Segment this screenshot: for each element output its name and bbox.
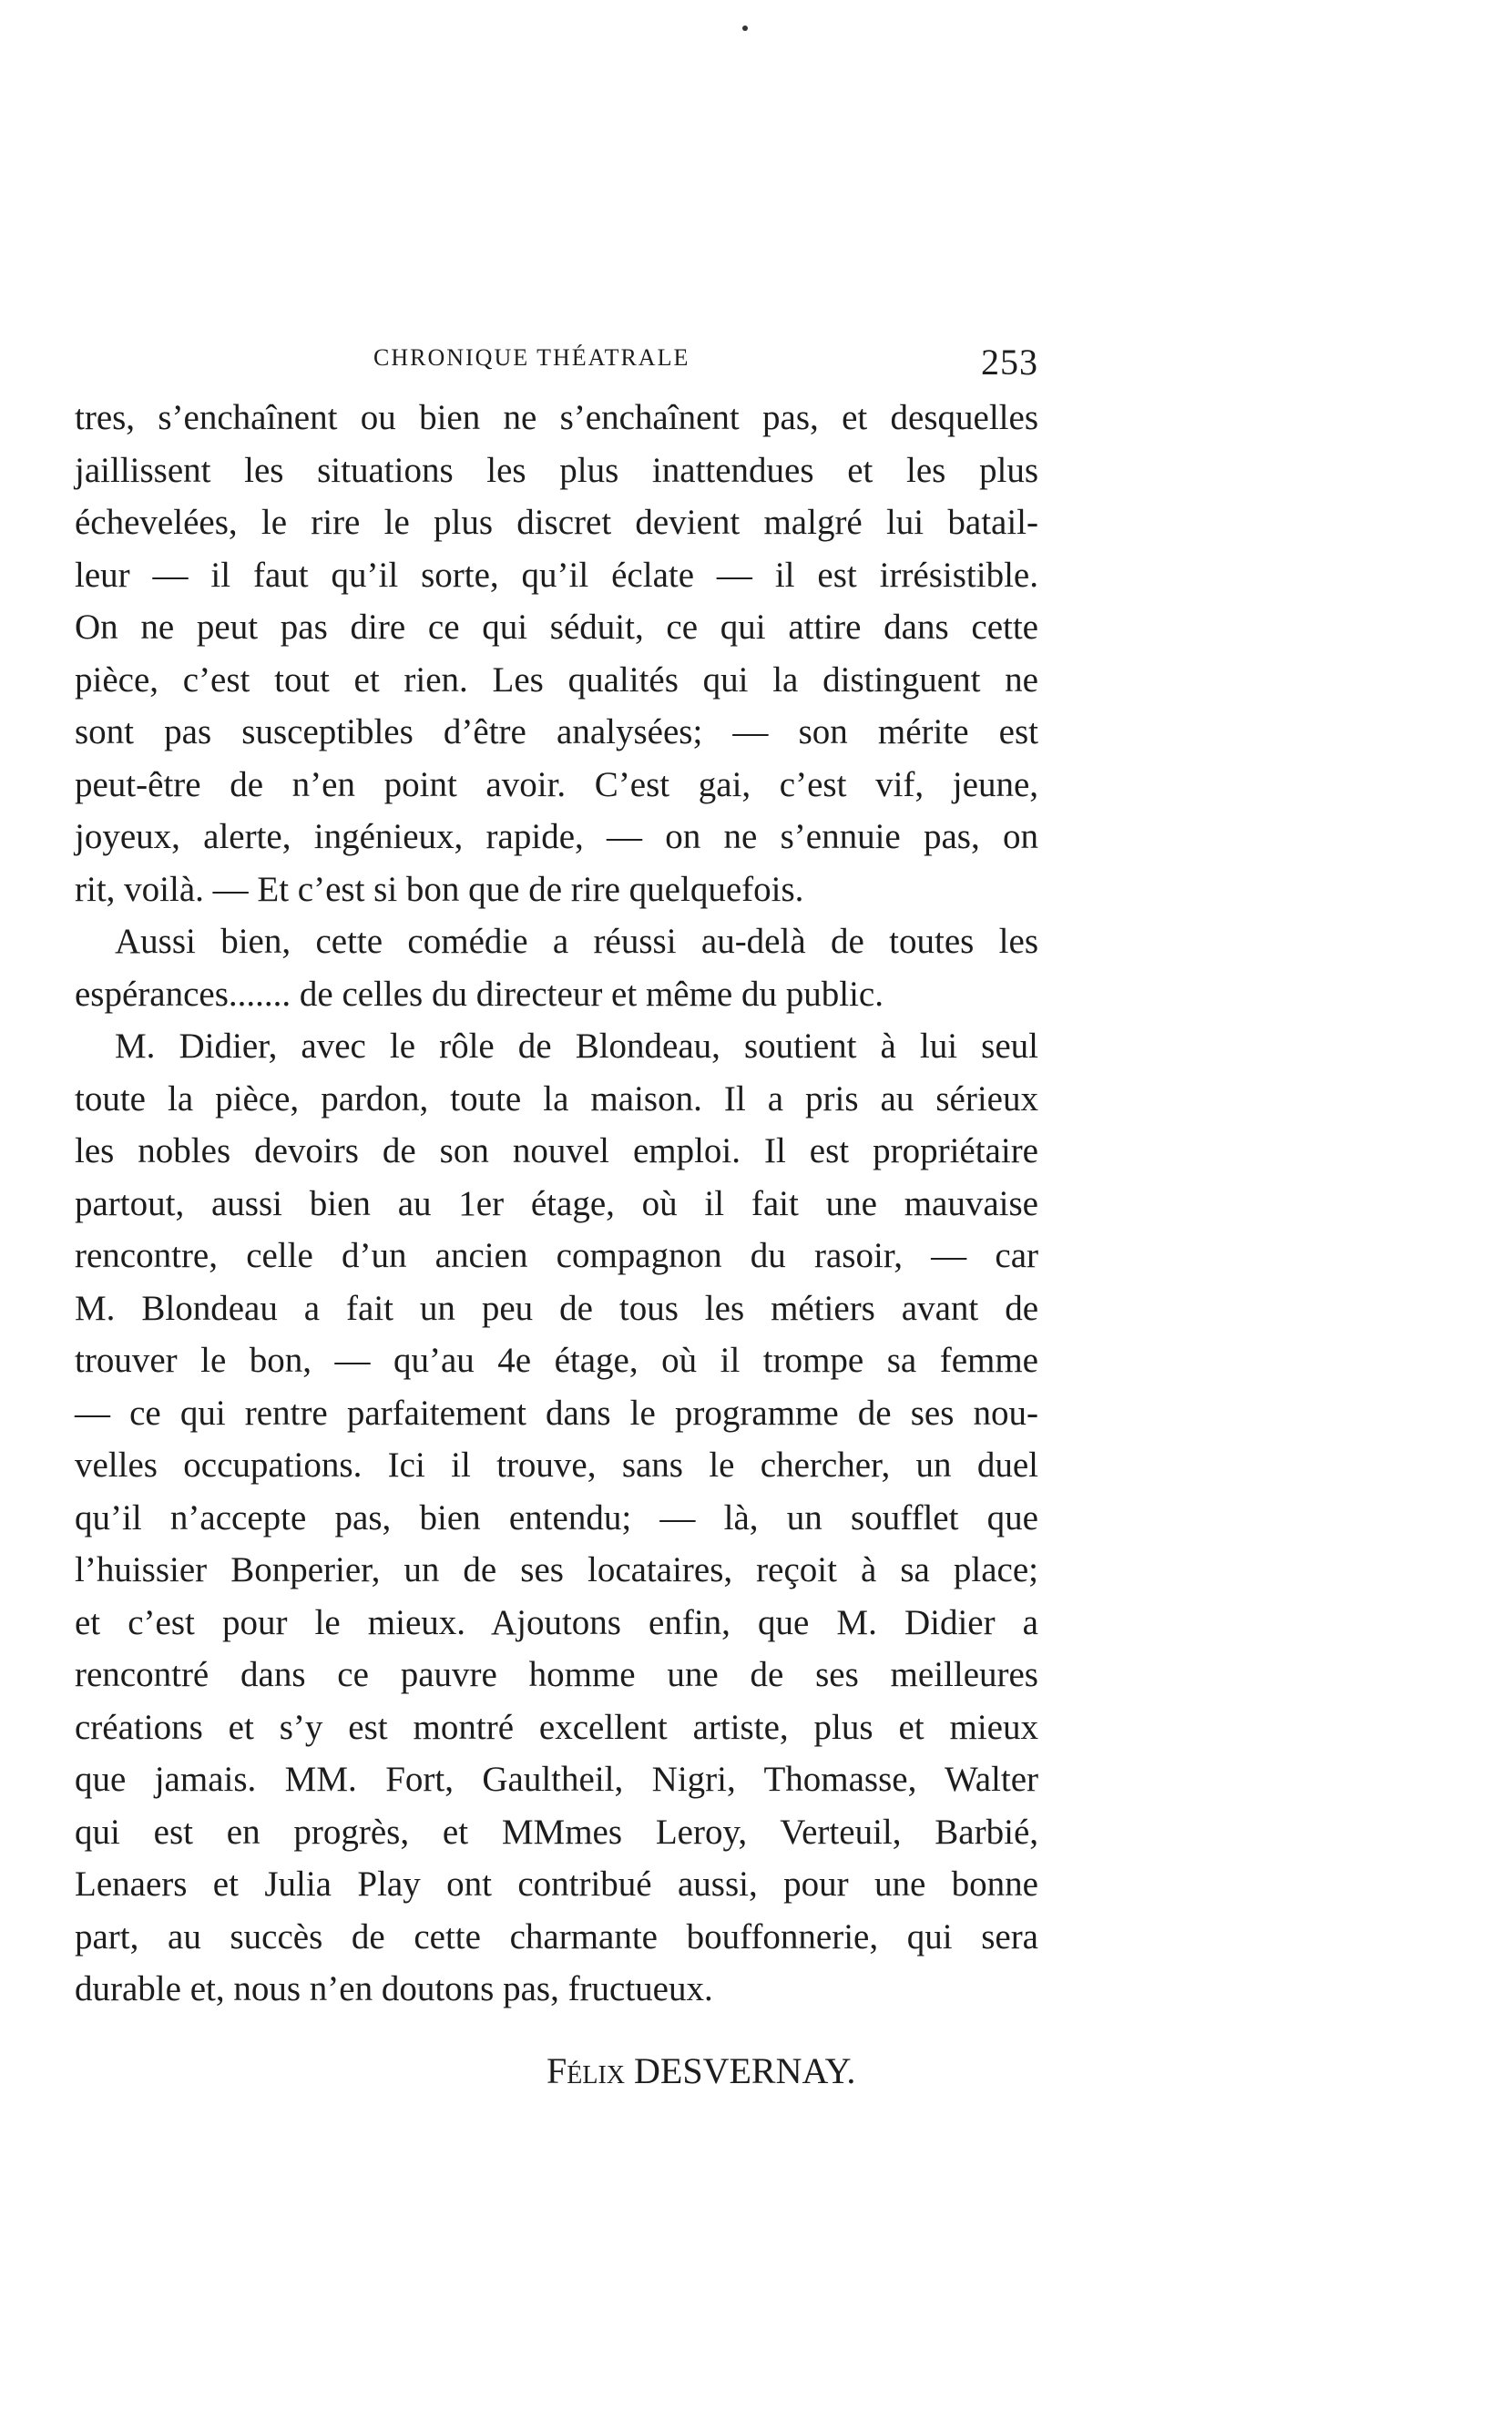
text-line: On ne peut pas dire ce qui séduit, ce qui attire dans cette (75, 608, 1038, 647)
text-line: qui est en progrès, et MMmes Leroy, Verteuil, Barbié, (75, 1812, 1038, 1852)
text-line: joyeux, alerte, ingénieux, rapide, — on ne s’ennuie pas, on (75, 817, 1038, 856)
author-last-name: DESVERNAY. (634, 2050, 856, 2091)
page-header (373, 344, 1084, 390)
text-line: sont pas susceptibles d’être analysées; — son mérite est (75, 712, 1038, 751)
text-line: part, au succès de cette charmante bouffonnerie, qui sera (75, 1916, 1038, 1956)
text-line: partout, aussi bien au 1er étage, où il fait une mauvaise (75, 1183, 1038, 1223)
running-title: CHRONIQUE THÉATRALE (373, 344, 690, 371)
text-line: espérances....... de celles du directeur et même du public. (75, 974, 884, 1014)
text-line: et c’est pour le mieux. Ajoutons enfin, que M. Didier a (75, 1602, 1038, 1642)
article-body (75, 392, 1038, 2016)
text-line: velles occupations. Ici il trouve, sans le chercher, un duel (75, 1446, 1038, 1485)
author-first-name: Félix (547, 2050, 625, 2091)
text-line: M. Blondeau a fait un peu de tous les métiers avant de (75, 1288, 1038, 1328)
text-line: tres, s’enchaînent ou bien ne s’enchaînent pas, et desquelles (75, 398, 1038, 437)
text-line: Aussi bien, cette comédie a réussi au-delà de toutes les (115, 922, 1038, 961)
text-line: jaillissent les situations les plus inattendues et les plus (75, 450, 1038, 490)
text-line: rencontre, celle d’un ancien compagnon du rasoir, — car (75, 1236, 1038, 1275)
text-line: qu’il n’accepte pas, bien entendu; — là, un soufflet que (75, 1497, 1038, 1538)
text-line: — ce qui rentre parfaitement dans le programme de ses nou- (75, 1393, 1038, 1433)
text-line: toute la pièce, pardon, toute la maison. Il a pris au sérieux (75, 1078, 1038, 1119)
text-line: peut-être de n’en point avoir. C’est gai, c’est vif, jeune, (75, 764, 1038, 804)
ink-speck (742, 26, 748, 31)
text-line: échevelées, le rire le plus discret devient malgré lui batail- (75, 503, 1038, 542)
text-line: Lenaers et Julia Play ont contribué aussi, pour une bonne (75, 1864, 1038, 1904)
text-line: pièce, c’est tout et rien. Les qualités qui la distinguent ne (75, 659, 1038, 700)
text-line: que jamais. MM. Fort, Gaultheil, Nigri, Thomasse, Walter (75, 1760, 1038, 1799)
text-line: l’huissier Bonperier, un de ses locataires, reçoit à sa place; (75, 1550, 1038, 1589)
page-number: 253 (981, 342, 1038, 383)
text-line: les nobles devoirs de son nouvel emploi. Il est propriétaire (75, 1131, 1038, 1170)
text-line: rencontré dans ce pauvre homme une de ses meilleures (75, 1655, 1038, 1694)
text-line: leur — il faut qu’il sorte, qu’il éclate — il est irrésistible. (75, 555, 1038, 595)
author-signature (547, 2049, 855, 2092)
text-line: trouver le bon, — qu’au 4e étage, où il trompe sa femme (75, 1341, 1038, 1380)
text-line: créations et s’y est montré excellent artiste, plus et mieux (75, 1707, 1038, 1747)
text-line: durable et, nous n’en doutons pas, fructueux. (75, 1969, 713, 2008)
text-line: M. Didier, avec le rôle de Blondeau, soutient à lui seul (115, 1027, 1038, 1066)
text-line: rit, voilà. — Et c’est si bon que de rire quelquefois. (75, 869, 804, 909)
